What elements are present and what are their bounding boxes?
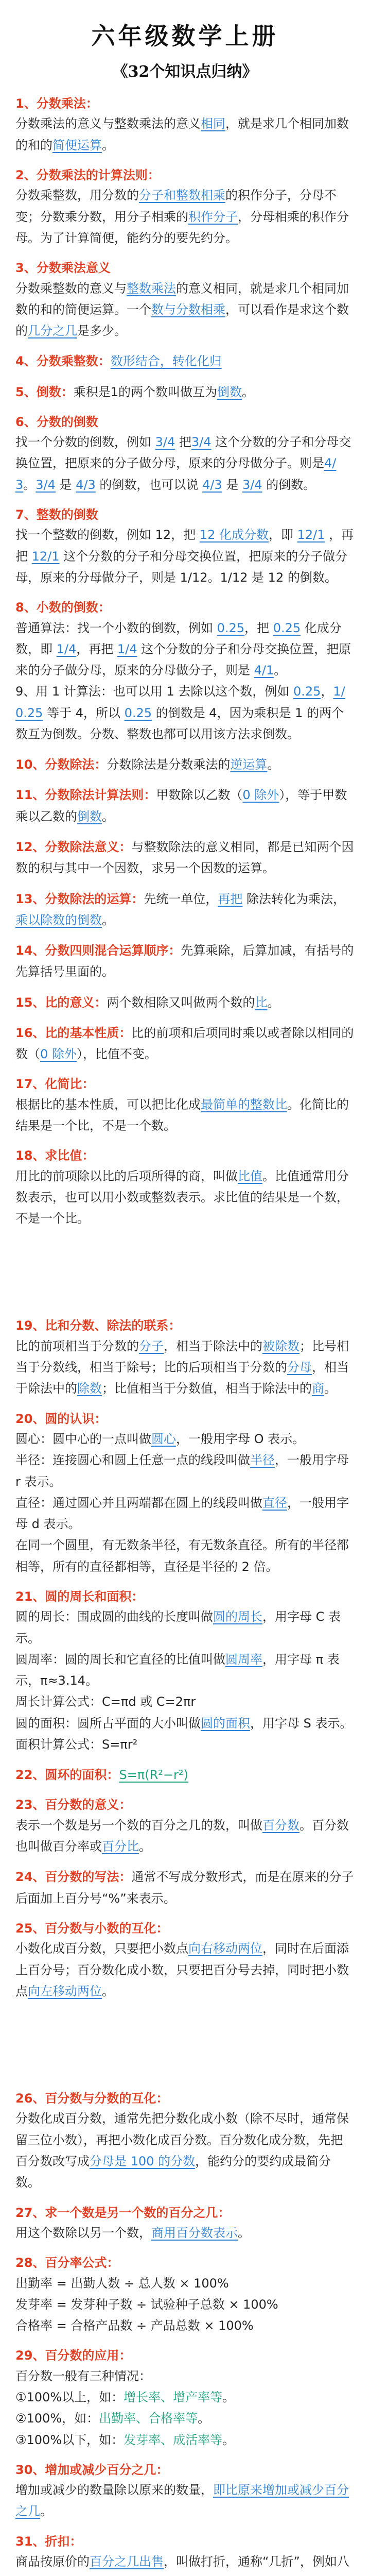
text-run: ①100%以上，如： bbox=[15, 2390, 124, 2405]
text-run: ，再把 bbox=[15, 528, 354, 564]
text-run: ，可以看作是求这个数的 bbox=[15, 302, 349, 338]
knowledge-point bbox=[15, 258, 355, 342]
knowledge-point-line bbox=[15, 837, 355, 879]
knowledge-point-text bbox=[15, 1493, 355, 1535]
text-run: 小数化成百分数，只要把小数点 bbox=[15, 1941, 188, 1956]
knowledge-point bbox=[15, 837, 355, 879]
text-run: 圆周率：圆的周长和它直径的比值叫做 bbox=[15, 1652, 225, 1667]
text-run: 根据比的基本性质，可以把比化成 bbox=[15, 1097, 201, 1112]
highlighted-term: 0.25 bbox=[293, 684, 321, 699]
text-run: 。 bbox=[324, 1381, 337, 1396]
knowledge-point-text bbox=[15, 2108, 355, 2193]
knowledge-point-text bbox=[15, 1938, 355, 2002]
highlighted-term: 半径 bbox=[250, 1453, 275, 1468]
knowledge-point-heading: 1、分数乘法： bbox=[15, 96, 98, 111]
text-run: 在同一个圆里，有无数条半径，有无数条直径。所有的半径都相等，所有的直径都相等，直径是半径的 2 倍。 bbox=[15, 1538, 349, 1574]
knowledge-point-text bbox=[15, 1535, 355, 1578]
text-run: 增加或减少的数量除以原来的数量， bbox=[15, 2483, 213, 2498]
text-run: 通常不写成分数形式，而是在原来的分子后面加上百分号“%”来表示。 bbox=[15, 1870, 354, 1906]
highlighted-term: 向左移动两位 bbox=[28, 1984, 102, 1998]
knowledge-point-heading: 17、化简比： bbox=[15, 1077, 95, 1092]
text-run: 是多少。 bbox=[77, 324, 127, 338]
knowledge-point-heading: 2、分数乘法的计算法则： bbox=[15, 167, 160, 182]
highlighted-term: 0.25 bbox=[124, 705, 152, 720]
highlighted-term: 出勤率、合格率等 bbox=[99, 2411, 198, 2426]
knowledge-point bbox=[15, 1023, 355, 1065]
knowledge-point bbox=[15, 2460, 355, 2522]
knowledge-point bbox=[15, 2532, 355, 2576]
knowledge-point bbox=[15, 165, 355, 249]
knowledge-point-heading: 8、小数的倒数： bbox=[15, 600, 111, 615]
text-run: 找一个整数的倒数，例如 12，把 bbox=[15, 528, 200, 543]
highlighted-term: 12 化成分数 bbox=[199, 528, 269, 543]
text-run: 的积作分子，分母不变；分数乘分数，用分子相乘的 bbox=[15, 188, 337, 224]
text-run: 甲数除以乙数（ bbox=[156, 788, 243, 803]
text-run: ），比值不变。 bbox=[76, 1047, 157, 1062]
text-run: 。 bbox=[238, 2225, 250, 2240]
knowledge-point bbox=[15, 505, 355, 588]
document-subtitle: 《32个知识点归纳》 bbox=[112, 63, 258, 81]
knowledge-point-heading: 30、增加或减少百分之几： bbox=[15, 2462, 169, 2477]
highlighted-term: 即比原来增加或减少百分之几 bbox=[15, 2483, 349, 2519]
knowledge-point-text bbox=[15, 2223, 355, 2244]
text-run: 分数乘整数的意义与 bbox=[15, 281, 127, 296]
knowledge-point-line bbox=[15, 785, 355, 827]
knowledge-point bbox=[15, 1867, 355, 1909]
text-run: 。 bbox=[102, 1984, 114, 1998]
knowledge-point-heading: 23、百分数的意义： bbox=[15, 1798, 132, 1812]
knowledge-point-heading: 16、比的基本性质： bbox=[15, 1025, 132, 1040]
text-run: ，能约分的要约成最简分数。 bbox=[15, 2154, 331, 2190]
highlighted-term: 0.25 bbox=[273, 620, 301, 635]
text-run: ， bbox=[321, 684, 333, 699]
highlighted-term: 整数乘法 bbox=[127, 281, 176, 296]
highlighted-term: 1/4 bbox=[117, 641, 137, 656]
knowledge-point-line bbox=[15, 754, 355, 775]
knowledge-point-heading: 11、分数除法计算法则： bbox=[15, 788, 156, 803]
text-run: 用这个数除以另一个数， bbox=[15, 2225, 151, 2240]
highlighted-term: 积作分子 bbox=[188, 209, 238, 224]
highlighted-term: 增长率、增产率等 bbox=[124, 2390, 223, 2405]
highlighted-term: 3/4 bbox=[191, 435, 212, 450]
text-run: 圆的周长：围成圆的曲线的长度叫做 bbox=[15, 1609, 213, 1624]
text-run: 。 bbox=[102, 809, 114, 824]
document-title: 六年级数学上册 bbox=[91, 22, 279, 50]
highlighted-term: 3/4 bbox=[242, 477, 262, 492]
knowledge-point bbox=[15, 2253, 355, 2336]
text-run: ，一般用字母 O 表示。 bbox=[176, 1432, 305, 1447]
text-run: ，分母相乘的积作分母。为了计算简便，能约分的要先约分。 bbox=[15, 209, 349, 245]
text-run: 把 bbox=[175, 435, 191, 450]
highlighted-term: 再把 bbox=[218, 891, 243, 906]
text-run: 分数乘法的意义与整数乘法的意义 bbox=[15, 116, 201, 131]
knowledge-point-text bbox=[15, 432, 355, 496]
text-run: 这个分数的分子和分母交换位置，把原来的分子做分母，原来的分母做分子。则是 bbox=[15, 435, 351, 471]
highlighted-term: 3/4 bbox=[36, 477, 56, 492]
knowledge-point-text bbox=[15, 2387, 355, 2408]
blank-spacer bbox=[15, 2011, 355, 2089]
highlighted-term: 4/3 bbox=[76, 477, 96, 492]
highlighted-term: 0 除外 bbox=[40, 1047, 77, 1062]
knowledge-point-line bbox=[15, 889, 355, 931]
highlighted-term: 发芽率、成活率等 bbox=[124, 2432, 223, 2447]
knowledge-point-text bbox=[15, 1691, 355, 1713]
highlighted-term: 3/4 bbox=[155, 435, 175, 450]
knowledge-point-heading: 21、圆的周长和面积： bbox=[15, 1589, 144, 1604]
text-run: 。 bbox=[222, 2390, 235, 2405]
text-run: 与整数除法的意义相同，都是已知两个因数的积与其中一个因数，求另一个因数的运算。 bbox=[15, 839, 354, 876]
highlighted-term: 相同 bbox=[201, 116, 225, 131]
knowledge-point bbox=[15, 2089, 355, 2193]
text-run: ，即 bbox=[268, 528, 297, 543]
highlighted-term: 0.25 bbox=[217, 620, 245, 635]
highlighted-term: 4/3 bbox=[15, 456, 337, 492]
text-run: 的倒数是 4，因为乘积是 1 的两个数互为倒数。分数、整数也都可以用该方法求倒数。 bbox=[15, 705, 344, 741]
highlighted-term: 4/3 bbox=[202, 477, 222, 492]
highlighted-term: 4/1 bbox=[254, 663, 274, 678]
text-run: 用比的前项除以比的后项所得的商，叫做 bbox=[15, 1168, 238, 1183]
knowledge-point-text bbox=[15, 2408, 355, 2429]
text-run: 面积计算公式：S=πr² bbox=[15, 1737, 138, 1752]
highlighted-term: 倒数 bbox=[217, 384, 242, 399]
knowledge-point bbox=[15, 1765, 355, 1786]
text-run: 直径：通过圆心并且两端都在圆上的线段叫做 bbox=[15, 1495, 262, 1510]
knowledge-point-text bbox=[15, 2480, 355, 2522]
highlighted-term: 12/1 bbox=[31, 549, 60, 564]
knowledge-point-text bbox=[15, 1713, 355, 1734]
text-run: 除法转化为乘法， bbox=[242, 891, 346, 906]
knowledge-point bbox=[15, 1074, 355, 1137]
text-run: ，一般用字母 r 表示。 bbox=[15, 1453, 349, 1489]
knowledge-point-heading: 18、求比值： bbox=[15, 1148, 95, 1163]
knowledge-point bbox=[15, 1795, 355, 1857]
knowledge-point-text bbox=[15, 1094, 355, 1137]
knowledge-point-heading: 20、圆的认识： bbox=[15, 1411, 107, 1426]
knowledge-point-heading: 3、分数乘法意义 bbox=[15, 261, 111, 276]
text-run: ③100%以下，如： bbox=[15, 2432, 124, 2447]
text-run: 百分数一般有三种情况： bbox=[15, 2368, 151, 2383]
highlighted-term: 分子和整数相乘 bbox=[139, 188, 225, 203]
text-run: ，相当于除法中的 bbox=[15, 1360, 349, 1396]
knowledge-point-text bbox=[15, 1815, 355, 1858]
highlighted-term: 简便运算 bbox=[52, 138, 102, 152]
highlighted-term: 几分之几 bbox=[28, 324, 77, 338]
text-run: ），等于甲数乘以乙数的 bbox=[15, 788, 347, 824]
highlighted-term: 圆心 bbox=[151, 1432, 176, 1447]
text-run: 分数乘整数，用分数的 bbox=[15, 188, 139, 203]
knowledge-point-heading: 28、百分率公式： bbox=[15, 2256, 119, 2270]
text-run: 。 bbox=[267, 995, 280, 1010]
text-run: 。比值通常用分数表示，也可以用小数或整数表示。求比值的结果是一个数，不是一个比。 bbox=[15, 1168, 349, 1226]
text-run: 。 bbox=[102, 138, 114, 152]
text-run: 两个数相除又叫做两个数的 bbox=[107, 995, 255, 1010]
highlighted-term: 圆的面积 bbox=[201, 1716, 250, 1731]
text-run: ，一般用字母 d 表示。 bbox=[15, 1495, 349, 1532]
knowledge-point bbox=[15, 1316, 355, 1399]
highlighted-term: 除数 bbox=[77, 1381, 102, 1396]
text-run: 。化简比的结果是一个比，不是一个数。 bbox=[15, 1097, 349, 1133]
knowledge-point bbox=[15, 2346, 355, 2450]
knowledge-point-line bbox=[15, 940, 355, 983]
text-run: 发芽率 = 发芽种子数 ÷ 试验种子总数 × 100% bbox=[15, 2297, 278, 2312]
text-run: 半径：连接圆心和圆上任意一点的线段叫做 bbox=[15, 1453, 250, 1468]
text-run: 找一个分数的倒数，例如 bbox=[15, 435, 155, 450]
text-run: 是 bbox=[222, 477, 242, 492]
knowledge-point-text bbox=[15, 2315, 355, 2336]
knowledge-point-heading: 13、分数除法的运算： bbox=[15, 891, 144, 906]
highlighted-term: 百分比 bbox=[102, 1839, 139, 1854]
text-run: 的意义相同，就是求几个相同加数的和的简便运算。一个 bbox=[15, 281, 349, 317]
highlighted-term: 商用百分数表示 bbox=[151, 2225, 238, 2240]
knowledge-point bbox=[15, 889, 355, 931]
text-run: 先算乘除，后算加减，有括号的先算括号里面的。 bbox=[15, 943, 354, 979]
text-run: ，再把 bbox=[76, 641, 117, 656]
text-run: 。 bbox=[222, 2432, 235, 2447]
text-run: ②100%，如： bbox=[15, 2411, 99, 2426]
highlighted-term: 12/1 bbox=[297, 528, 325, 543]
text-run: 先统一单位， bbox=[144, 891, 218, 906]
text-run: 比的前项和后项同时乘以或者除以相同的数（ bbox=[15, 1025, 354, 1062]
knowledge-point-heading: 4、分数乘整数： bbox=[15, 354, 111, 369]
text-run: 。 bbox=[267, 757, 280, 772]
text-run: ；比号相当于分数线，相当于除号；比的后项相当于分数的 bbox=[15, 1338, 349, 1375]
knowledge-point-heading: 15、比的意义： bbox=[15, 995, 107, 1010]
knowledge-point-heading: 26、百分数与分数的互化： bbox=[15, 2091, 169, 2106]
text-run: 比的前项相当于分数的 bbox=[15, 1338, 139, 1353]
highlighted-term: 分母 bbox=[287, 1360, 312, 1375]
knowledge-point bbox=[15, 1919, 355, 2002]
highlighted-term: 圆的周长 bbox=[213, 1609, 262, 1624]
knowledge-point-heading: 7、整数的倒数 bbox=[15, 507, 98, 522]
text-run: 。百分数也叫做百分率或 bbox=[15, 1818, 349, 1854]
highlighted-term: 百分数 bbox=[262, 1818, 299, 1833]
text-run: 的倒数。 bbox=[262, 477, 316, 492]
knowledge-point bbox=[15, 351, 355, 372]
knowledge-point-heading: 22、圆环的面积： bbox=[15, 1768, 119, 1783]
text-run: 圆心：圆中心的一点叫做 bbox=[15, 1432, 151, 1447]
knowledge-point-text bbox=[15, 185, 355, 249]
highlighted-term: 比值 bbox=[238, 1168, 262, 1183]
text-run: 。 bbox=[139, 1839, 151, 1854]
text-run: 表示一个数是另一个数的百分之几的数，叫做 bbox=[15, 1818, 262, 1833]
knowledge-point-heading: 5、倒数： bbox=[15, 384, 74, 399]
highlighted-term: 最简单的整数比 bbox=[201, 1097, 287, 1112]
text-run: 的倒数，也可以说 bbox=[95, 477, 203, 492]
knowledge-point-text bbox=[15, 524, 355, 588]
knowledge-point-text bbox=[15, 278, 355, 342]
knowledge-point-text bbox=[15, 1336, 355, 1400]
text-run: 。 bbox=[241, 384, 254, 399]
knowledge-point-list bbox=[0, 81, 370, 2576]
knowledge-point-text bbox=[15, 1606, 355, 1649]
text-run: 。 bbox=[198, 2411, 210, 2426]
knowledge-point bbox=[15, 1409, 355, 1578]
highlighted-term: S=π(R²−r²) bbox=[119, 1768, 188, 1783]
knowledge-point bbox=[15, 992, 355, 1013]
highlighted-term: 被除数 bbox=[262, 1338, 299, 1353]
text-run: 这个分数的分子和分母交换位置，把原来的分子做分母，原来的分母做分子，则是 1/12。1/12 是 12 的倒数。 bbox=[15, 549, 348, 585]
text-run: ，同时在后面添上百分号；百分数化成小数，只要把百分号去掉，同时把小数点 bbox=[15, 1941, 349, 1998]
knowledge-point-heading: 27、求一个数是另一个数的百分之几： bbox=[15, 2205, 231, 2220]
text-run: 商品按原价的 bbox=[15, 2554, 90, 2569]
highlighted-term: 倒数 bbox=[77, 809, 102, 824]
knowledge-point-line bbox=[15, 1023, 355, 1065]
knowledge-point bbox=[15, 412, 355, 496]
knowledge-point bbox=[15, 2203, 355, 2244]
knowledge-point-line bbox=[15, 382, 355, 403]
knowledge-point-text bbox=[15, 1649, 355, 1692]
text-run: ，用字母 π 表示，π≈3.14。 bbox=[15, 1652, 340, 1688]
text-run: 。 bbox=[40, 2504, 52, 2519]
knowledge-point-text bbox=[15, 618, 355, 682]
knowledge-point-heading: 31、折扣： bbox=[15, 2534, 82, 2549]
knowledge-point-text bbox=[15, 1734, 355, 1755]
knowledge-point-text bbox=[15, 2551, 355, 2576]
highlighted-term: 直径 bbox=[262, 1495, 287, 1510]
blank-spacer bbox=[15, 1239, 355, 1316]
highlighted-term: 分子 bbox=[139, 1338, 164, 1353]
knowledge-point bbox=[15, 94, 355, 156]
knowledge-point-text bbox=[15, 681, 355, 745]
knowledge-point-text bbox=[15, 2273, 355, 2294]
text-run: 等于 4，所以 bbox=[43, 705, 125, 720]
text-run: 这个分数的分子和分母交换位置，把原来的分子做分母，原来的分母做分子，则是 bbox=[15, 641, 351, 678]
text-run: 合格率 = 合格产品数 ÷ 产品总数 × 100% bbox=[15, 2318, 254, 2333]
text-run: 。 bbox=[102, 912, 114, 927]
highlighted-term: 逆运算 bbox=[230, 757, 268, 772]
knowledge-point-text bbox=[15, 1166, 355, 1230]
text-run: 。 bbox=[274, 663, 287, 678]
highlighted-term: 圆周率 bbox=[225, 1652, 262, 1667]
knowledge-point-text bbox=[15, 2294, 355, 2315]
highlighted-term: 乘以除数的倒数 bbox=[15, 912, 102, 927]
text-run: 化成分数，即 bbox=[15, 620, 342, 656]
knowledge-point-line bbox=[15, 1867, 355, 1909]
knowledge-point-line bbox=[15, 351, 355, 372]
knowledge-point-heading: 29、百分数的应用： bbox=[15, 2348, 132, 2363]
knowledge-point-heading: 6、分数的倒数 bbox=[15, 414, 98, 429]
knowledge-point bbox=[15, 785, 355, 827]
text-run: ，就是求几个相同加数的和的 bbox=[15, 116, 349, 152]
text-run: 是 bbox=[55, 477, 76, 492]
text-run: ；比值相当于分数值，相当于除法中的 bbox=[102, 1381, 312, 1396]
highlighted-term: 分母是 100 的分数 bbox=[90, 2154, 196, 2168]
highlighted-term: 比 bbox=[255, 995, 268, 1010]
highlighted-term: 1/4 bbox=[56, 641, 77, 656]
highlighted-term: 数形结合，转化化归 bbox=[110, 354, 222, 369]
knowledge-point bbox=[15, 1587, 355, 1755]
knowledge-point bbox=[15, 1146, 355, 1229]
text-run: 普通算法：找一个小数的倒数，例如 bbox=[15, 620, 217, 635]
knowledge-point bbox=[15, 940, 355, 983]
knowledge-point-heading: 24、百分数的写法： bbox=[15, 1870, 132, 1885]
highlighted-term: 0 除外 bbox=[242, 788, 279, 803]
text-run: 周长计算公式：C=πd 或 C=2πr bbox=[15, 1694, 196, 1709]
text-run: ，用字母 C 表示。 bbox=[15, 1609, 341, 1646]
text-run: 乘积是1的两个数叫做互为 bbox=[73, 384, 217, 399]
knowledge-point bbox=[15, 382, 355, 403]
text-run: 出勤率 = 出勤人数 ÷ 总人数 × 100% bbox=[15, 2276, 229, 2291]
highlighted-term: 数与分数相乘 bbox=[151, 302, 225, 317]
text-run: 分数除法是分数乘法的 bbox=[107, 757, 231, 772]
text-run: ，相当于除法中的 bbox=[164, 1338, 262, 1353]
knowledge-point-text bbox=[15, 113, 355, 156]
knowledge-point bbox=[15, 754, 355, 775]
knowledge-point-text bbox=[15, 1429, 355, 1450]
highlighted-term: 商 bbox=[312, 1381, 324, 1396]
text-run: 。 bbox=[23, 477, 36, 492]
knowledge-point-heading: 12、分数除法意义： bbox=[15, 839, 132, 854]
knowledge-point-heading: 25、百分数与小数的互化： bbox=[15, 1921, 169, 1936]
highlighted-term: 向右移动两位 bbox=[188, 1941, 262, 1956]
knowledge-point bbox=[15, 598, 355, 745]
text-run: 9、用 1 计算法：也可以用 1 去除以这个数，例如 bbox=[15, 684, 293, 699]
text-run: ，叫做打折，通称“几折”，例如八 bbox=[164, 2554, 349, 2569]
knowledge-point-text bbox=[15, 1450, 355, 1493]
text-run: ，把 bbox=[244, 620, 273, 635]
knowledge-point-heading: 10、分数除法： bbox=[15, 757, 107, 772]
knowledge-point-line bbox=[15, 992, 355, 1013]
knowledge-point-heading: 19、比和分数、除法的联系： bbox=[15, 1318, 181, 1333]
highlighted-term: 百分之几出售 bbox=[90, 2554, 164, 2569]
text-run: 分数化成百分数，通常先把分数化成小数（除不尽时，通常保留三位小数），再把小数化成百分数。百分数化成分数，先把百分数改写成 bbox=[15, 2111, 349, 2168]
text-run: 圆的面积：圆所占平面的大小叫做 bbox=[15, 1716, 201, 1731]
text-run: ，用字母 S 表示。 bbox=[250, 1716, 353, 1731]
knowledge-point-text bbox=[15, 2366, 355, 2387]
highlighted-term: 1/0.25 bbox=[15, 684, 345, 720]
knowledge-point-heading: 14、分数四则混合运算顺序： bbox=[15, 943, 181, 958]
knowledge-point-line bbox=[15, 1765, 355, 1786]
knowledge-point-text bbox=[15, 2430, 355, 2451]
